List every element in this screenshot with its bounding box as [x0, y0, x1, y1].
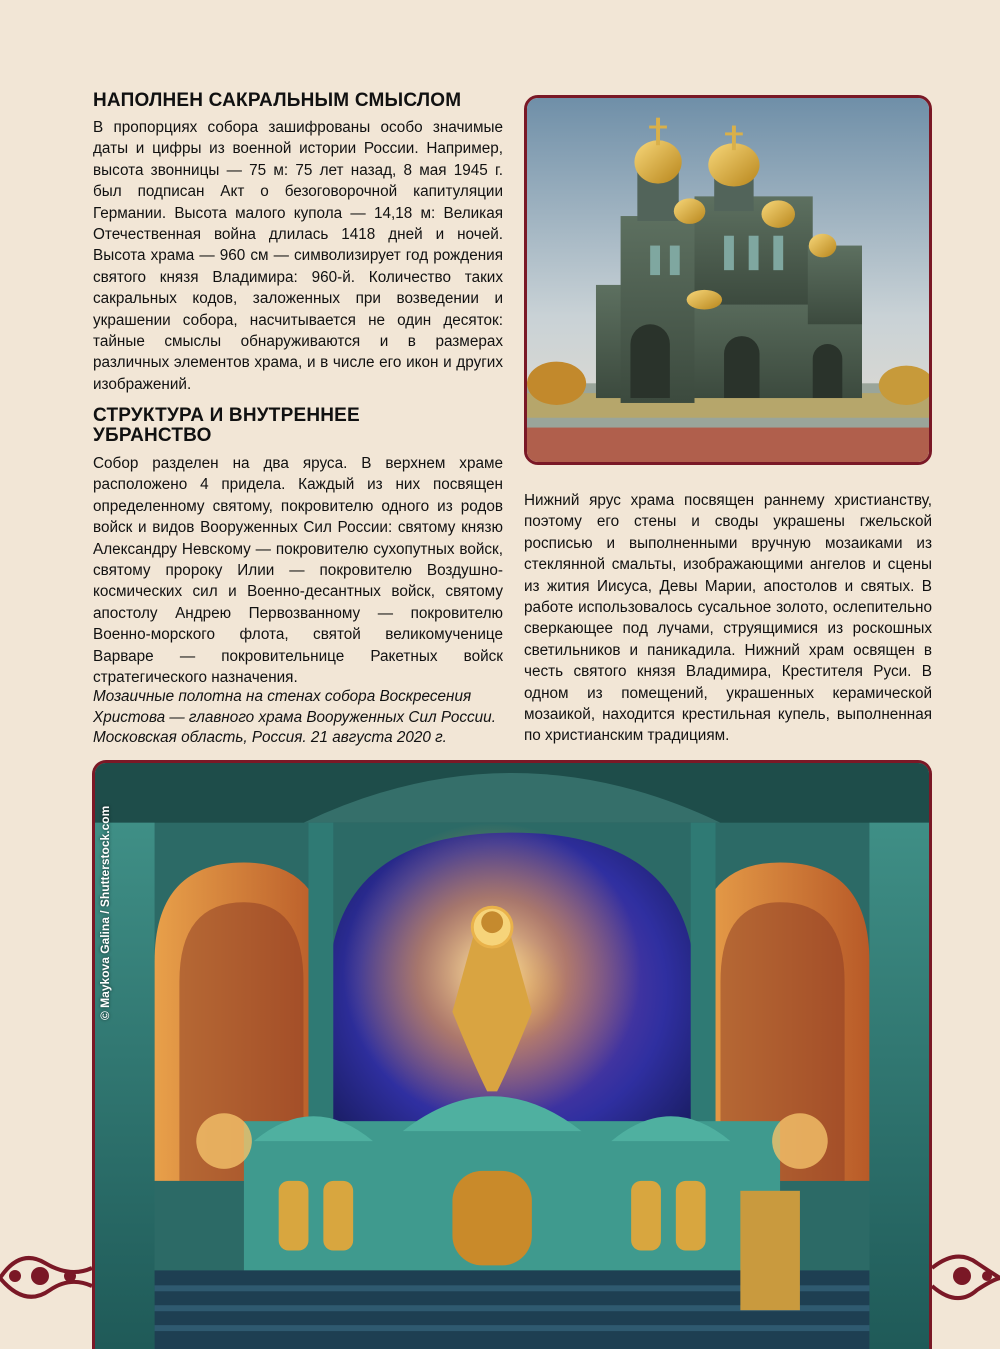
ornament-right-icon: [932, 1238, 1000, 1318]
paragraph-lower-tier: Нижний ярус храма посвящен раннему христианству, поэтому его стены и своды украшены гжельской росписью и выполненными вручную мозаиками из стеклянной смальты, изображающими ангелов и сцены из жития Иисуса, Девы Марии, апостолов и святых. В работе использовалось сусальное золото, ослепительно сверкающее под лучами, струящимися из роскошных светильников и паникадила. Нижний храм освящен в честь святого князя Владимира, Крестителя Руси. В одном из помещений, украшенных керамической мозаикой, находится крестильная купель, выполненная по христианским традициям.: [524, 492, 932, 745]
paragraph-sacral-meaning: В пропорциях собора зашифрованы особо значимые даты и цифры из военной истории России. Например, высота звонницы — 75 м: 75 лет назад, 8 мая 1945 г. был подписан Акт о безоговорочной капитуляции Германии. Высота малого купола — 14,18 м: Великая Отечественная война длилась 1418 дней и ночей. Высота храма — 960 см — символизирует год рождения святого князя Владимира: 960-й. Количество таких сакральных кодов, заложенных при возведении и украшении собора, насчитывается не один десяток: тайные смыслы обнаруживаются и в размерах различных элементов храма, и в числе его икон и других изображений.: [93, 119, 503, 393]
heading-structure-line2: УБРАНСТВО: [93, 425, 212, 446]
cathedral-exterior-photo: [524, 95, 932, 465]
ornament-left-icon: [0, 1238, 92, 1318]
heading-sacral-meaning: НАПОЛНЕН САКРАЛЬНЫМ СМЫСЛОМ: [93, 90, 462, 111]
photo-caption: Мозаичные полотна на стенах собора Воскресения Христова — главного храма Вооруженных Сил России. Московская область, Россия. 21 августа 2020 г.: [93, 688, 496, 746]
heading-structure: [93, 406, 503, 446]
heading-structure-line1: СТРУКТУРА И ВНУТРЕННЕЕ: [93, 405, 360, 426]
cathedral-interior-photo: [92, 760, 932, 1349]
paragraph-structure: Собор разделен на два яруса. В верхнем храме расположено 4 придела. Каждый из них посвящен определенному святому, покровителю одного из родов войск и видов Вооруженных Сил России: святому князю Александру Невскому — покровителю сухопутных войск, святому пророку Илии — покровителю Воздушно-космических сил и Военно-десантных войск, святому апостолу Андрею Первозванному — покровителю Военно-морского флота, святой великомученице Варваре — покровительнице Ракетных войск стратегического назначения.: [93, 455, 503, 687]
photo-credit: © Maykova Galina / Shutterstock.com: [98, 805, 112, 1020]
